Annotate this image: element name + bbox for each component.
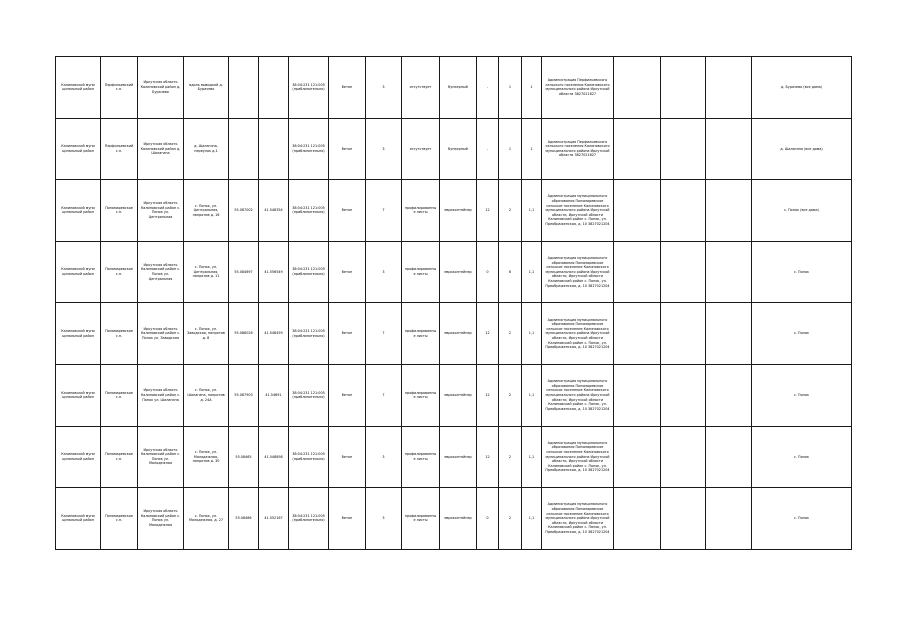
cell-count_c: 1,1 [522, 364, 542, 426]
cell-count_a: 12 [477, 364, 499, 426]
cell-owner: Администрация муниципального образования Пономаревское сельское поселение Калиновского муниципального района Иркутской области, Иркутской области Калиновский район с. Понок, ул. Преображенская, д. 10 3827021204 [542, 364, 614, 426]
cell-served: с. Понок [752, 303, 852, 365]
cell-address: с. Понок, ул. Молодежная, напротив д. 30 [184, 426, 229, 488]
cell-address: с. Понок, ул. Шалагина, напротив д. 24А [184, 364, 229, 426]
cell-count_a: 12 [477, 180, 499, 242]
cell-empty [706, 180, 752, 242]
cell-settlement: Пономаревское с.п. [101, 303, 138, 365]
cell-material: бетон [329, 488, 366, 550]
cell-empty [706, 488, 752, 550]
table-row [56, 426, 852, 488]
cell-type: евроконтейнер [440, 303, 477, 365]
cell-lon: 41.552167 [259, 488, 289, 550]
cell-count_c: 1,1 [522, 180, 542, 242]
cell-empty [661, 118, 706, 180]
table-row [56, 180, 852, 242]
cell-type: евроконтейнер [440, 364, 477, 426]
cell-served: с. Понок [752, 426, 852, 488]
cell-count_c: 1,1 [522, 488, 542, 550]
cell-lon: 41.548459 [259, 303, 289, 365]
cell-settlement: Пономаревское с.п. [101, 180, 138, 242]
cell-owner: Администрация муниципального образования Пономаревское сельское поселение Калиновского муниципального района Иркутской области, Иркутской области Калиновский район с. Понок, ул. Преображенская, д. 10 3827021204 [542, 426, 614, 488]
cell-surface: профилированные листы [402, 241, 440, 303]
cell-count_b: 2 [499, 426, 522, 488]
cell-served: с. Понок [752, 488, 852, 550]
cell-settlement: Пономаревское с.п. [101, 488, 138, 550]
cell-surface: профилированные листы [402, 303, 440, 365]
cell-cadastral: 38:04:231 121:005 (приблизительно) [289, 57, 329, 119]
cell-area: 7 [366, 180, 402, 242]
cell-address: с. Понок, ул. Заводская, напротив д. 8 [184, 303, 229, 365]
cell-served: с. Понок [752, 241, 852, 303]
cell-lon: 41.548898 [259, 426, 289, 488]
cell-locality: Иркутская область Калиновский район с. Понок ул. Молодежная [138, 488, 184, 550]
cell-empty [614, 488, 661, 550]
cell-locality: Иркутская область Калиновский район с. Понок ул. Шалагина [138, 364, 184, 426]
cell-lat: 55.084697 [229, 241, 259, 303]
cell-district: Калиновский муни ципальный район [56, 180, 101, 242]
cell-district: Калиновский муни ципальный район [56, 57, 101, 119]
cell-type: бункерный [440, 57, 477, 119]
cell-material: бетон [329, 303, 366, 365]
table-row [56, 364, 852, 426]
cell-empty [706, 364, 752, 426]
cell-type: евроконтейнер [440, 426, 477, 488]
cell-cadastral: 38:04:231 121:005 (приблизительно) [289, 180, 329, 242]
cell-lat: 55.088028 [229, 303, 259, 365]
cell-locality: Иркутская область Калиновский район с. Понок ул. Заводская [138, 303, 184, 365]
cell-type: евроконтейнер [440, 488, 477, 550]
cell-area: 7 [366, 364, 402, 426]
table-row [56, 57, 852, 119]
cell-material: бетон [329, 118, 366, 180]
cell-lon [259, 118, 289, 180]
cell-count_c: 1,1 [522, 426, 542, 488]
cell-count_c: 1 [522, 57, 542, 119]
cell-address: вдоль выводкой д. Бурачево [184, 57, 229, 119]
cell-owner: Администрация муниципального образования Пономаревское сельское поселение Калиновского муниципального района Иркутской области, Иркутской области Калиновский район с. Понок, ул. Преображенская, д. 10 3827021204 [542, 303, 614, 365]
cell-district: Калиновский муни ципальный район [56, 303, 101, 365]
cell-empty [706, 303, 752, 365]
cell-settlement: Перфильевский с.п. [101, 118, 138, 180]
cell-surface: отсутствует [402, 57, 440, 119]
cell-count_a: - [477, 118, 499, 180]
cell-empty [706, 241, 752, 303]
cell-cadastral: 38:04:231 121:005 (приблизительно) [289, 241, 329, 303]
cell-area: 3 [366, 118, 402, 180]
cell-owner: Администрация муниципального образования Пономаревское сельское поселение Калиновского муниципального района Иркутской области, Иркутской области Калиновский район с. Понок, ул. Преображенская, д. 10 3827021204 [542, 180, 614, 242]
cell-owner: Администрация муниципального образования Пономаревское сельское поселение Калиновского муниципального района Иркутской области, Иркутской области Калиновский район с. Понок, ул. Преображенская, д. 10 3827021204 [542, 488, 614, 550]
cell-district: Калиновский муни ципальный район [56, 426, 101, 488]
cell-count_b: 2 [499, 488, 522, 550]
cell-cadastral: 38:04:231 121:005 (приблизительно) [289, 303, 329, 365]
cell-district: Калиновский муни ципальный район [56, 241, 101, 303]
cell-area: 7 [366, 303, 402, 365]
cell-material: бетон [329, 241, 366, 303]
cell-address: с. Понок, ул. Молодежная, д. 27 [184, 488, 229, 550]
cell-empty [661, 488, 706, 550]
cell-cadastral: 38:04:231 121:005 (приблизительно) [289, 364, 329, 426]
cell-count_a: 12 [477, 303, 499, 365]
cell-type: евроконтейнер [440, 241, 477, 303]
waste-sites-table [55, 56, 852, 550]
cell-locality: Иркутская область Калиновский район с. Понок ул. Центральная [138, 241, 184, 303]
cell-count_b: 2 [499, 364, 522, 426]
cell-lat: 55.08465 [229, 426, 259, 488]
cell-lon: 41.54891 [259, 364, 289, 426]
cell-count_b: 1 [499, 57, 522, 119]
cell-surface: профилированные листы [402, 488, 440, 550]
cell-settlement: Пономаревское с.п. [101, 426, 138, 488]
cell-served: д. Шалагина (все дома) [752, 118, 852, 180]
cell-empty [706, 118, 752, 180]
cell-empty [661, 303, 706, 365]
cell-material: бетон [329, 426, 366, 488]
cell-empty [614, 180, 661, 242]
cell-lon: 41.556549 [259, 241, 289, 303]
cell-material: бетон [329, 364, 366, 426]
cell-lon [259, 57, 289, 119]
cell-address: с. Понок, ул. Центральная, напротив д. 16 [184, 180, 229, 242]
cell-lat [229, 57, 259, 119]
cell-count_b: 2 [499, 303, 522, 365]
cell-empty [614, 241, 661, 303]
cell-area: 3 [366, 488, 402, 550]
cell-served: д. Бурачево (все дома) [752, 57, 852, 119]
cell-count_b: 6 [499, 241, 522, 303]
cell-lon: 41.548354 [259, 180, 289, 242]
cell-owner: Администрация Перфильевского сельского поселения Калиновского муниципального района Иркутской области 3827021827 [542, 118, 614, 180]
cell-cadastral: 38:04:231 121:005 (приблизительно) [289, 118, 329, 180]
cell-surface: профилированные листы [402, 426, 440, 488]
cell-cadastral: 38:04:231 121:005 (приблизительно) [289, 488, 329, 550]
cell-district: Калиновский муни ципальный район [56, 488, 101, 550]
cell-empty [614, 426, 661, 488]
cell-district: Калиновский муни ципальный район [56, 364, 101, 426]
cell-empty [614, 364, 661, 426]
cell-empty [706, 426, 752, 488]
table-body [56, 57, 852, 550]
cell-empty [661, 426, 706, 488]
cell-count_c: 1,1 [522, 303, 542, 365]
cell-count_c: 1,1 [522, 241, 542, 303]
cell-owner: Администрация Перфильевского сельского поселения Калиновского муниципального района Иркутской области 3827021827 [542, 57, 614, 119]
cell-empty [614, 303, 661, 365]
cell-settlement: Перфильевский с.п. [101, 57, 138, 119]
cell-address: с. Понок, ул. Центральная, напротив д. 11 [184, 241, 229, 303]
cell-empty [661, 180, 706, 242]
cell-type: евроконтейнер [440, 180, 477, 242]
cell-owner: Администрация муниципального образования Пономаревское сельское поселение Калиновского муниципального района Иркутской области, Иркутской области Калиновский район с. Понок, ул. Преображенская, д. 10 3827021204 [542, 241, 614, 303]
cell-settlement: Пономаревское с.п. [101, 364, 138, 426]
cell-count_a: 12 [477, 426, 499, 488]
table-row [56, 488, 852, 550]
cell-lat: 55.087903 [229, 364, 259, 426]
cell-surface: профилированные листы [402, 364, 440, 426]
cell-served: с. Понок (все дома) [752, 180, 852, 242]
cell-material: бетон [329, 180, 366, 242]
cell-lat: 55.08466 [229, 488, 259, 550]
cell-count_c: 1 [522, 118, 542, 180]
cell-locality: Иркутская область Калиновский район д. Бурачево [138, 57, 184, 119]
cell-empty [661, 364, 706, 426]
cell-locality: Иркутская область Калиновский район с. Понок ул. Молодежная [138, 426, 184, 488]
cell-locality: Иркутская область Калиновский район д. Шалагина [138, 118, 184, 180]
cell-area: 3 [366, 241, 402, 303]
cell-lat [229, 118, 259, 180]
cell-address: д. Шалагина, переулок д.1 [184, 118, 229, 180]
cell-empty [661, 57, 706, 119]
cell-count_b: 1 [499, 118, 522, 180]
cell-served: с. Понок [752, 364, 852, 426]
cell-count_a: - [477, 57, 499, 119]
cell-empty [661, 241, 706, 303]
cell-count_b: 2 [499, 180, 522, 242]
cell-material: бетон [329, 57, 366, 119]
table-row [56, 241, 852, 303]
cell-empty [614, 118, 661, 180]
cell-count_a: 0 [477, 488, 499, 550]
table-row [56, 118, 852, 180]
cell-lat: 55.087002 [229, 180, 259, 242]
cell-count_a: 0 [477, 241, 499, 303]
cell-surface: профилированные листы [402, 180, 440, 242]
cell-surface: отсутствует [402, 118, 440, 180]
cell-type: бункерный [440, 118, 477, 180]
cell-cadastral: 38:04:231 121:005 (приблизительно) [289, 426, 329, 488]
cell-empty [706, 57, 752, 119]
cell-area: 3 [366, 57, 402, 119]
cell-locality: Иркутская область Калиновский район с. Понок ул. Центральная [138, 180, 184, 242]
cell-empty [614, 57, 661, 119]
cell-area: 3 [366, 426, 402, 488]
table-row [56, 303, 852, 365]
cell-settlement: Пономаревское с.п. [101, 241, 138, 303]
cell-district: Калиновский муни ципальный район [56, 118, 101, 180]
